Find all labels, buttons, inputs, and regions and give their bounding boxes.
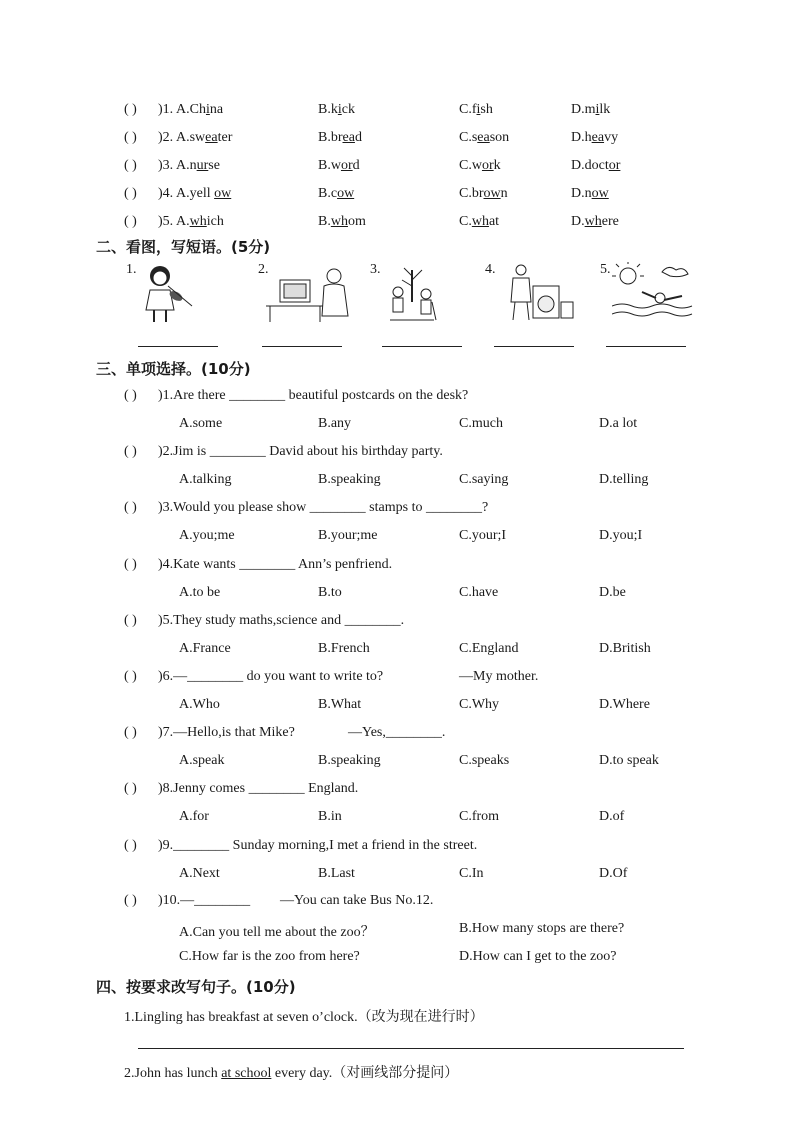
- option-a[interactable]: [176, 214, 224, 230]
- choice-option[interactable]: D.a lot: [599, 416, 638, 431]
- sentence-2-start: 2.John has lunch: [124, 1066, 222, 1081]
- answer-bracket[interactable]: ( ): [124, 186, 137, 201]
- underlined-letters: ow: [483, 186, 501, 201]
- choice-option[interactable]: A.Who: [179, 697, 220, 712]
- underlined-letters: i: [595, 102, 600, 117]
- choice-option[interactable]: C.much: [459, 416, 503, 431]
- choice-option[interactable]: D.Where: [599, 697, 650, 712]
- option-text: A.n: [176, 158, 197, 173]
- answer-bracket[interactable]: ( ): [124, 556, 137, 572]
- question-number: )3.: [158, 158, 174, 173]
- underlined-letters: wh: [584, 214, 602, 229]
- answer-line-pic-3[interactable]: [382, 346, 462, 347]
- option-c[interactable]: [459, 186, 508, 202]
- option-text: n: [500, 186, 508, 201]
- answer-bracket[interactable]: ( ): [124, 837, 137, 853]
- choice-option[interactable]: D.How can I get to the zoo?: [459, 949, 617, 964]
- option-c[interactable]: [459, 158, 501, 174]
- answer-bracket[interactable]: ( ): [124, 444, 137, 460]
- question-stem: )1.Are there ________ beautiful postcards on the desk?: [158, 388, 469, 403]
- option-text: son: [489, 130, 510, 145]
- answer-line-rewrite-1[interactable]: [138, 1048, 684, 1049]
- question-stem: )6.—________ do you want to write to?: [158, 669, 384, 684]
- choice-option[interactable]: A.Can you tell me about the zoo？: [179, 925, 375, 940]
- option-b[interactable]: [318, 130, 362, 146]
- question-stem: )2.Jim is ________ David about his birthday party.: [158, 444, 443, 460]
- choice-option[interactable]: A.Next: [179, 865, 220, 881]
- choice-option[interactable]: B.speaking: [318, 472, 381, 488]
- rewrite-sentence-2: [124, 1062, 458, 1082]
- underlined-letters: ea: [591, 130, 605, 145]
- option-text: ck: [341, 102, 355, 117]
- choice-option[interactable]: C.your;I: [459, 528, 507, 544]
- section2-title: 二、看图，写短语。(5分): [96, 238, 271, 256]
- option-text: A.yell: [176, 186, 215, 201]
- option-text: A.sw: [176, 130, 206, 145]
- underlined-letters: i: [205, 102, 210, 117]
- choice-option[interactable]: A.to be: [179, 584, 221, 600]
- answer-bracket[interactable]: ( ): [124, 130, 137, 145]
- option-text: B.k: [318, 102, 338, 117]
- question-number: )4.: [158, 186, 174, 201]
- option-text: d: [354, 130, 362, 145]
- option-a[interactable]: [176, 102, 223, 118]
- underlined-letters: ow: [337, 186, 355, 201]
- option-text: sh: [480, 102, 493, 117]
- option-d[interactable]: [571, 130, 618, 146]
- option-b[interactable]: [318, 186, 354, 202]
- violin-girl-picture: [138, 262, 194, 324]
- choice-option[interactable]: D.telling: [599, 472, 649, 488]
- rewrite-sentence-1: 1.Lingling has breakfast at seven o’clock.（改为现在进行时）: [124, 1010, 484, 1025]
- underlined-letters: or: [340, 158, 353, 173]
- option-d[interactable]: [571, 214, 619, 230]
- answer-bracket[interactable]: ( ): [124, 158, 137, 173]
- option-text: d: [352, 158, 360, 173]
- choice-option[interactable]: C.speaks: [459, 753, 510, 769]
- option-text: at: [488, 214, 500, 229]
- underlined-letters: or: [608, 158, 621, 173]
- option-text: ter: [217, 130, 233, 145]
- choice-option[interactable]: C.England: [459, 640, 519, 656]
- choice-option[interactable]: A.speak: [179, 753, 225, 769]
- answer-line-pic-4[interactable]: [494, 346, 574, 347]
- choice-option[interactable]: C.from: [459, 809, 500, 825]
- underlined-letters: i: [476, 102, 481, 117]
- question-number: )2.: [158, 130, 174, 145]
- question-number: )1.: [158, 102, 174, 117]
- question-number: )5.: [158, 214, 174, 229]
- underlined-letters: ea: [205, 130, 218, 145]
- option-text: C.w: [459, 158, 482, 173]
- picture-number-1: 1.: [126, 262, 137, 277]
- washing-clothes-picture: [497, 262, 577, 324]
- option-text: D.h: [571, 130, 592, 145]
- option-a[interactable]: [176, 158, 220, 174]
- option-text: C.br: [459, 186, 484, 201]
- option-text: A.: [176, 214, 190, 229]
- choice-option[interactable]: A.some: [179, 416, 223, 431]
- choice-option[interactable]: B.French: [318, 640, 370, 656]
- answer-bracket[interactable]: ( ): [124, 214, 137, 229]
- question-reply: —Yes,________.: [348, 725, 446, 741]
- underlined-letters: ea: [477, 130, 490, 145]
- choice-option[interactable]: B.Last: [318, 865, 355, 881]
- choice-option[interactable]: C.How far is the zoo from here?: [179, 949, 360, 964]
- swimming-picture: [612, 262, 694, 322]
- option-text: na: [209, 102, 224, 117]
- option-text: C.s: [459, 130, 478, 145]
- underlined-letters: wh: [471, 214, 489, 229]
- choice-option[interactable]: B.How many stops are there?: [459, 921, 625, 936]
- choice-option[interactable]: D.be: [599, 584, 626, 600]
- question-reply: —You can take Bus No.12.: [280, 893, 434, 908]
- choice-option[interactable]: B.to: [318, 584, 342, 600]
- option-text: om: [347, 214, 366, 229]
- option-text: ere: [601, 214, 619, 229]
- option-d[interactable]: [571, 102, 610, 118]
- choice-option[interactable]: C.saying: [459, 472, 509, 488]
- option-d[interactable]: [571, 186, 609, 202]
- option-text: B.: [318, 214, 331, 229]
- option-text: C.: [459, 214, 472, 229]
- choice-option[interactable]: D.to speak: [599, 753, 659, 769]
- option-a[interactable]: [176, 186, 231, 202]
- choice-option[interactable]: B.your;me: [318, 528, 378, 544]
- choice-option[interactable]: D.you;I: [599, 528, 643, 544]
- choice-option[interactable]: C.have: [459, 584, 499, 600]
- option-c[interactable]: [459, 102, 493, 118]
- choice-option[interactable]: B.any: [318, 416, 352, 431]
- option-text: D.m: [571, 102, 596, 117]
- option-text: C.f: [459, 102, 477, 117]
- answer-bracket[interactable]: ( ): [124, 893, 137, 908]
- choice-option[interactable]: B.What: [318, 697, 362, 712]
- section4-title: 四、按要求改写句子。(10分): [96, 978, 296, 996]
- option-text: D.doct: [571, 158, 609, 173]
- question-stem: )9.________ Sunday morning,I met a friend in the street.: [158, 837, 478, 853]
- option-b[interactable]: [318, 158, 360, 174]
- option-text: B.c: [318, 186, 338, 201]
- option-text: se: [208, 158, 220, 173]
- option-text: ich: [206, 214, 224, 229]
- underlined-letters: or: [481, 158, 494, 173]
- answer-bracket[interactable]: ( ): [124, 781, 137, 797]
- option-b[interactable]: [318, 102, 355, 118]
- question-stem: )5.They study maths,science and ________.: [158, 612, 405, 628]
- underlined-letters: i: [337, 102, 342, 117]
- answer-bracket[interactable]: ( ): [124, 725, 137, 741]
- underlined-letters: ow: [214, 186, 232, 201]
- option-text: D.n: [571, 186, 592, 201]
- answer-bracket[interactable]: ( ): [124, 102, 137, 117]
- section3-title: 三、单项选择。(10分): [96, 360, 251, 378]
- picture-number-2: 2.: [258, 262, 269, 277]
- choice-option[interactable]: A.France: [179, 640, 231, 656]
- choice-option[interactable]: A.talking: [179, 472, 232, 488]
- option-text: k: [493, 158, 501, 173]
- question-stem: )8.Jenny comes ________ England.: [158, 781, 359, 797]
- planting-tree-picture: [384, 262, 440, 324]
- option-text: vy: [604, 130, 619, 145]
- answer-bracket[interactable]: ( ): [124, 500, 137, 516]
- answer-line-pic-2[interactable]: [262, 346, 342, 347]
- question-stem: )4.Kate wants ________ Ann’s penfriend.: [158, 556, 393, 572]
- picture-number-3: 3.: [370, 262, 381, 277]
- choice-option[interactable]: D.of: [599, 809, 625, 825]
- question-stem: )3.Would you please show ________ stamps to ________?: [158, 500, 489, 516]
- underlined-letters: ow: [591, 186, 609, 201]
- underlined-phrase: at school: [221, 1066, 272, 1081]
- option-d[interactable]: [571, 158, 620, 174]
- computer-picture: [264, 264, 354, 324]
- answer-bracket[interactable]: ( ): [124, 388, 137, 403]
- option-b[interactable]: [318, 214, 366, 230]
- question-stem: )10.—________: [158, 893, 251, 908]
- underlined-letters: ur: [196, 158, 209, 173]
- sentence-2-end: every day.（对画线部分提问）: [271, 1066, 459, 1081]
- choice-option[interactable]: D.British: [599, 640, 651, 656]
- picture-number-5: 5.: [600, 262, 611, 277]
- choice-option[interactable]: C.In: [459, 865, 484, 881]
- underlined-letters: wh: [189, 214, 207, 229]
- underlined-letters: ea: [342, 130, 355, 145]
- choice-option[interactable]: B.in: [318, 809, 342, 825]
- choice-option[interactable]: B.speaking: [318, 753, 381, 769]
- option-text: B.w: [318, 158, 341, 173]
- answer-bracket[interactable]: ( ): [124, 669, 137, 684]
- choice-option[interactable]: D.Of: [599, 865, 628, 881]
- underlined-letters: wh: [330, 214, 348, 229]
- question-stem: )7.—Hello,is that Mike?: [158, 725, 295, 741]
- question-reply: —My mother.: [459, 669, 539, 684]
- option-c[interactable]: [459, 214, 499, 230]
- option-text: A.Ch: [176, 102, 206, 117]
- choice-option[interactable]: A.for: [179, 809, 209, 825]
- answer-line-pic-1[interactable]: [138, 346, 218, 347]
- choice-option[interactable]: C.Why: [459, 697, 500, 712]
- answer-line-pic-5[interactable]: [606, 346, 686, 347]
- option-a[interactable]: [176, 130, 232, 146]
- choice-option[interactable]: A.you;me: [179, 528, 235, 544]
- option-text: D.: [571, 214, 585, 229]
- picture-number-4: 4.: [485, 262, 496, 277]
- answer-bracket[interactable]: ( ): [124, 612, 137, 628]
- option-c[interactable]: [459, 130, 509, 146]
- option-text: lk: [599, 102, 611, 117]
- option-text: B.br: [318, 130, 343, 145]
